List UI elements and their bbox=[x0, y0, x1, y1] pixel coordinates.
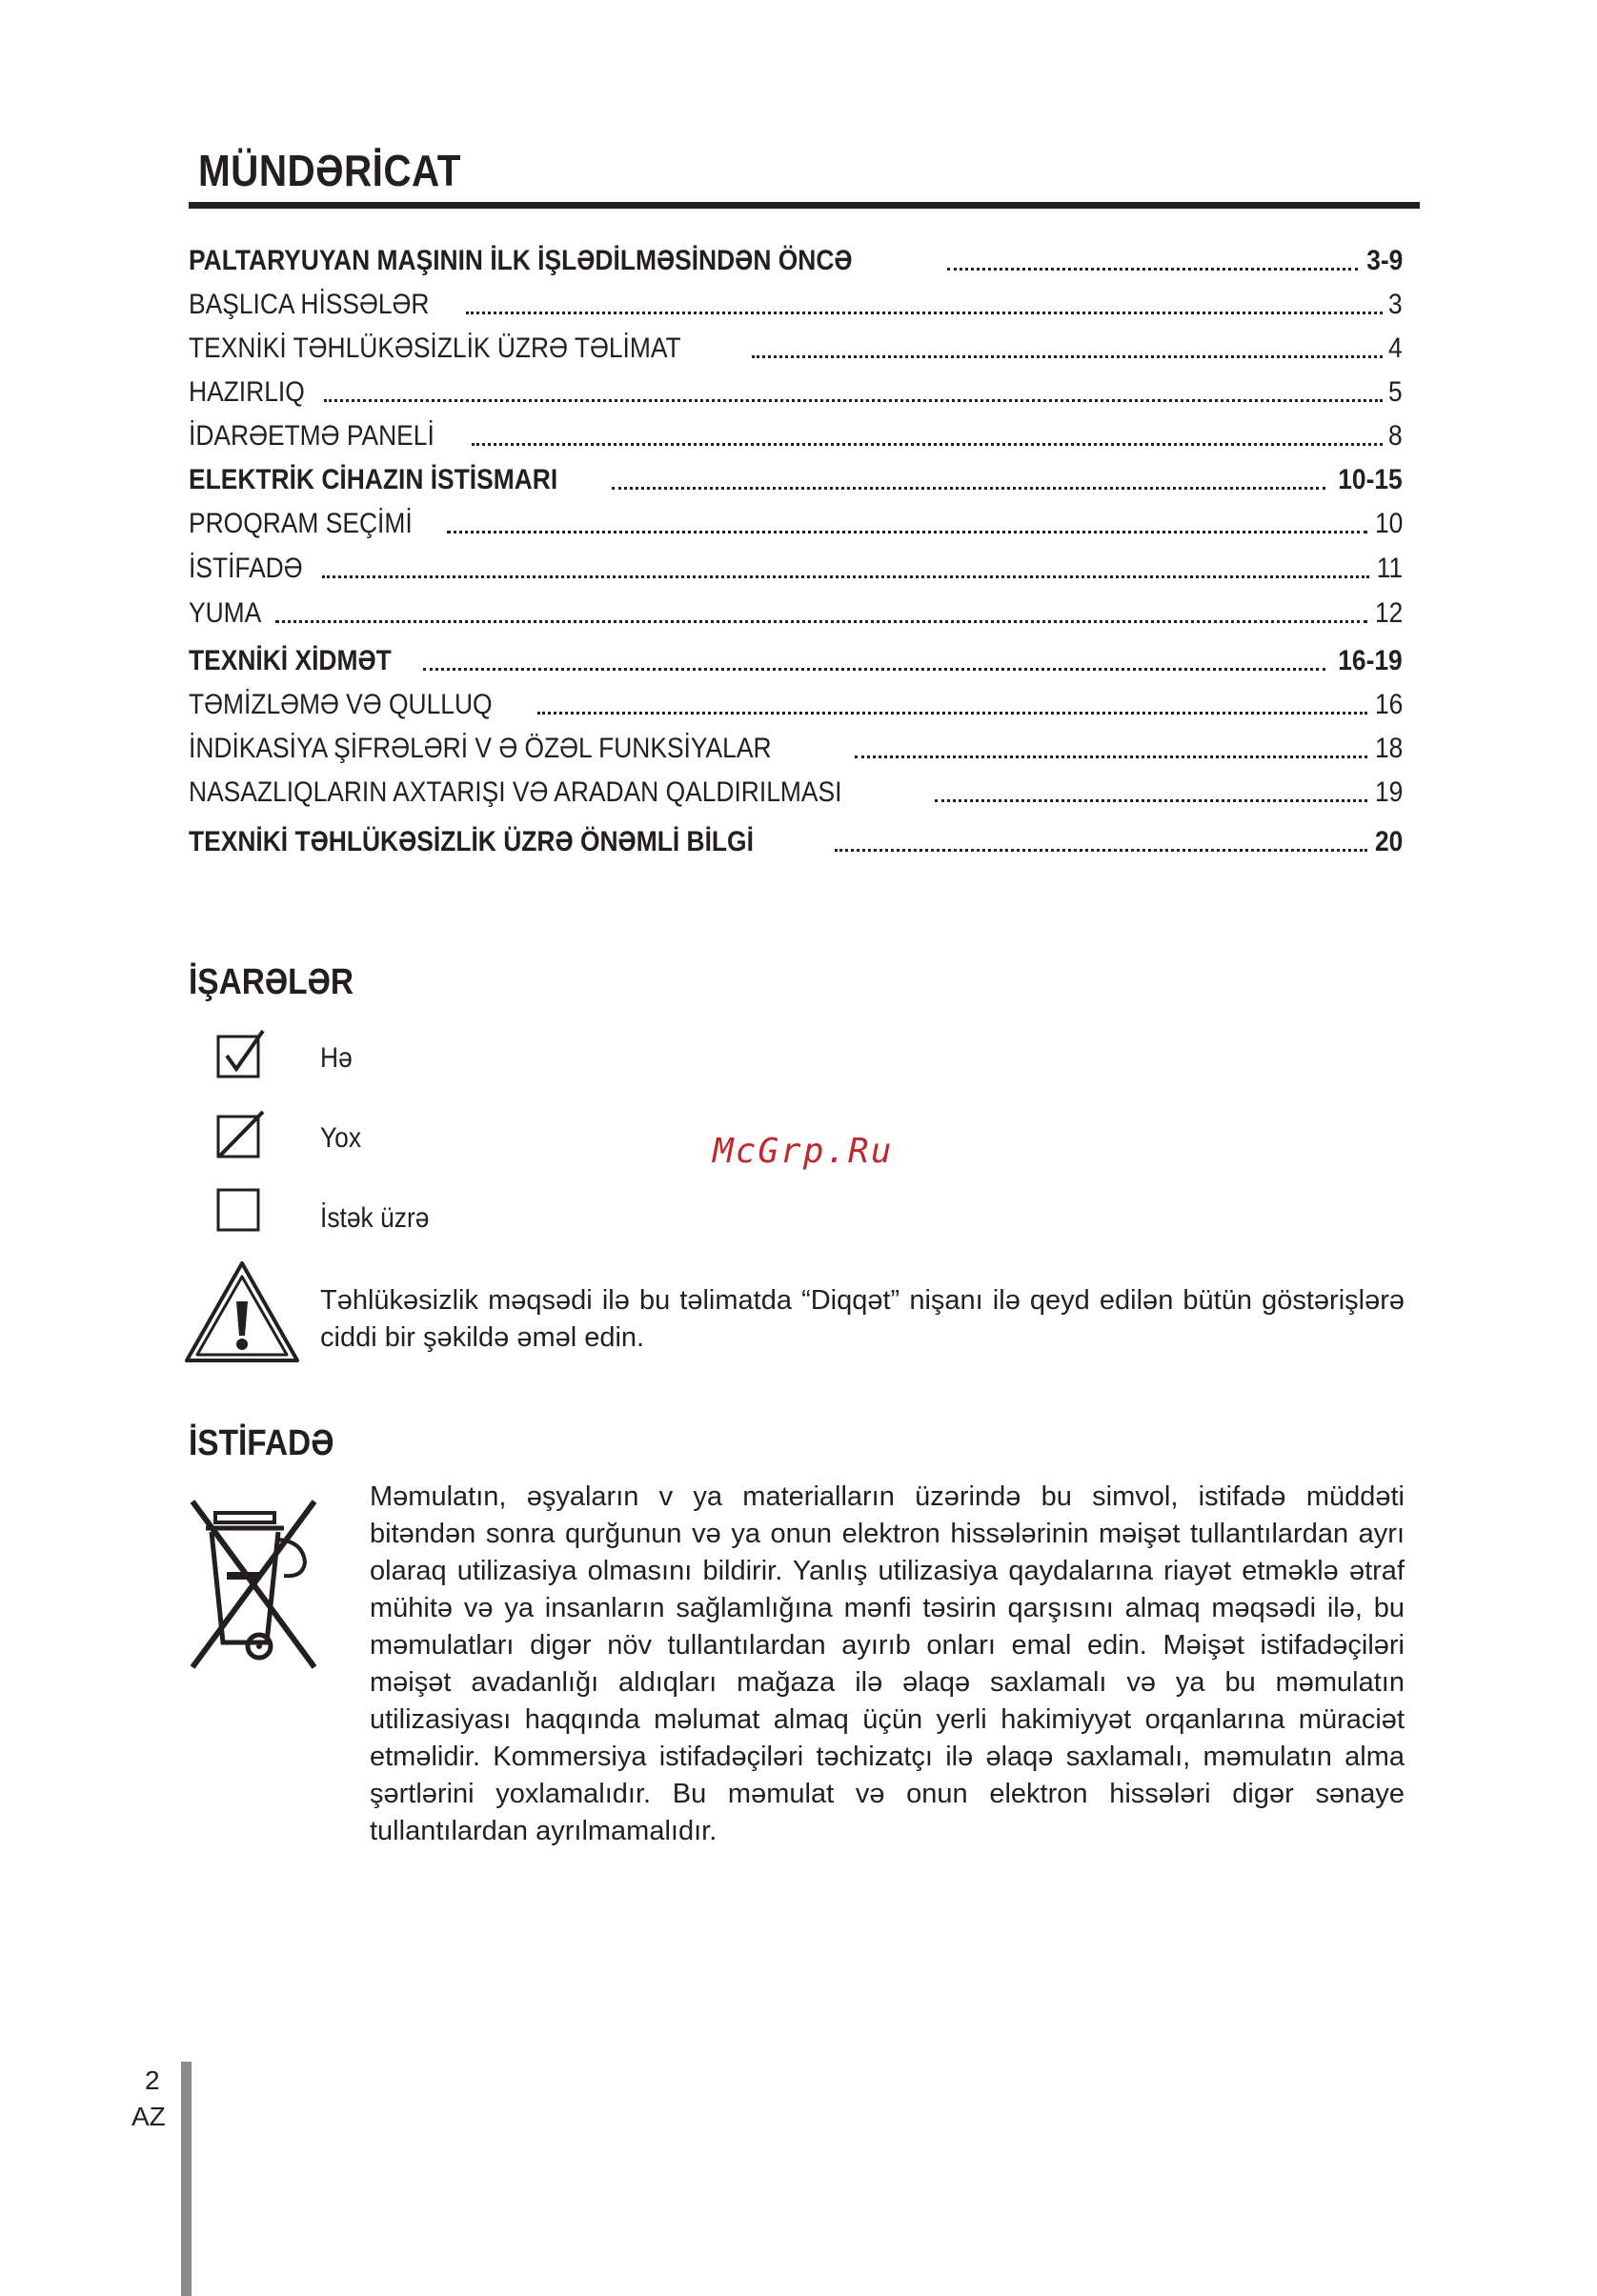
checkbox-checked-icon bbox=[215, 1029, 269, 1082]
disposal-text: Məmulatın, əşyaların v ya materialların üzərində bu simvol, istifadə müddəti bitəndən sonra qurğunun və ya onun elektron hissələrinin məişət tullantılardan ayrı olaraq utilizasiya olmasını bildirir. Yanlış utilizasiya qaydalarına riayət etməklə ətraf mühitə və ya insanların sağlamlığına mənfi təsirin qarşısını almaq məqsədi ilə, bu məmulatları digər növ tullantılardan ayırıb onları emal edin. Məişət istifadəçiləri məişət avadanlığı aldıqları mağaza ilə əlaqə saxlamalı və ya bu məmulatın utilizasiyası haqqında məlumat almaq üçün yerli hakimiyyət orqanlarına müraciət etməlidir. Kommersiya istifadəçiləri təchizatçı ilə əlaqə saxlamalı, məmulatın alma şərtlərini yoxlamalıdır. Bu məmulat və onun elektron hissələri digər sənaye tullantılardan ayrılmamalıdır. bbox=[370, 1481, 1405, 1846]
checkbox-empty-icon bbox=[215, 1187, 269, 1240]
toc-row[interactable] bbox=[189, 372, 1403, 410]
toc-label: İSTİFADƏ bbox=[189, 553, 303, 584]
toc-label: TEXNİKİ TƏHLÜKƏSİZLİK ÜZRƏ TƏLİMAT bbox=[189, 332, 681, 364]
toc-label: TƏMİZLƏMƏ VƏ QULLUQ bbox=[189, 689, 493, 720]
toc-label: YUMA bbox=[189, 597, 262, 629]
toc-page: 11 bbox=[1376, 553, 1403, 584]
toc-page: 8 bbox=[1388, 420, 1403, 452]
toc-leader bbox=[752, 355, 1383, 358]
toc-row[interactable] bbox=[189, 503, 1403, 541]
toc-page: 3-9 bbox=[1365, 245, 1403, 276]
title-rule bbox=[189, 202, 1420, 209]
toc-page: 5 bbox=[1388, 376, 1403, 408]
toc-leader bbox=[423, 668, 1325, 671]
crossed-bin-icon bbox=[187, 1496, 320, 1673]
toc-page: 10-15 bbox=[1338, 464, 1403, 495]
toc-row[interactable] bbox=[189, 548, 1403, 586]
toc-page: 18 bbox=[1374, 733, 1403, 764]
watermark: McGrp.Ru bbox=[713, 1132, 894, 1171]
toc-label: ELEKTRİK CİHAZIN İSTİSMARI bbox=[189, 464, 558, 495]
toc-page: 4 bbox=[1388, 332, 1403, 364]
no-label: Yox bbox=[320, 1122, 362, 1154]
toc-label: BAŞLICA HİSSƏLƏR bbox=[189, 289, 430, 320]
side-bar bbox=[181, 2062, 192, 2296]
toc-leader bbox=[472, 443, 1383, 446]
toc-leader bbox=[324, 399, 1383, 402]
toc-leader bbox=[537, 712, 1367, 715]
toc-row[interactable] bbox=[189, 459, 1403, 497]
toc-row[interactable] bbox=[189, 593, 1403, 631]
toc-page: 16-19 bbox=[1338, 645, 1403, 676]
toc-row[interactable] bbox=[189, 772, 1403, 810]
toc-leader bbox=[835, 849, 1367, 852]
disposal-heading: İSTİFADƏ bbox=[189, 1423, 334, 1463]
toc-row[interactable] bbox=[189, 284, 1403, 322]
toc-page: 12 bbox=[1374, 597, 1403, 629]
symbols-heading: İŞARƏLƏR bbox=[189, 962, 354, 1002]
warning-triangle-icon bbox=[183, 1259, 301, 1364]
language-code: AZ bbox=[131, 2102, 166, 2131]
toc-label: NASAZLIQLARIN AXTARIŞI VƏ ARADAN QALDIRILMASI bbox=[189, 776, 842, 808]
checkbox-crossed-icon bbox=[215, 1109, 269, 1162]
toc-row[interactable] bbox=[189, 240, 1403, 278]
toc-label: TEXNİKİ XİDMƏT bbox=[189, 645, 392, 676]
optional-label: İstək üzrə bbox=[320, 1202, 430, 1234]
toc-row[interactable] bbox=[189, 640, 1403, 678]
toc-leader bbox=[275, 620, 1367, 623]
toc-leader bbox=[855, 755, 1367, 758]
toc-row[interactable] bbox=[189, 821, 1403, 859]
toc-leader bbox=[935, 799, 1367, 802]
toc-row[interactable] bbox=[189, 415, 1403, 453]
toc-label: TEXNİKİ TƏHLÜKƏSİZLİK ÜZRƏ ÖNƏMLİ BİLGİ bbox=[189, 826, 754, 857]
toc-page: 16 bbox=[1374, 689, 1403, 720]
toc-label: İNDİKASİYA ŞİFRƏLƏRİ V Ə ÖZƏL FUNKSİYALAR bbox=[189, 733, 772, 764]
warning-text: Təhlükəsizlik məqsədi ilə bu təlimatda “Diqqət” nişanı ilə qeyd edilən bütün göstərişlərə ciddi bir şəkildə əməl edin. bbox=[320, 1285, 1405, 1353]
toc-row[interactable] bbox=[189, 328, 1403, 366]
toc-leader bbox=[612, 487, 1325, 490]
toc-leader bbox=[947, 268, 1358, 271]
page-title: MÜNDƏRİCAT bbox=[198, 146, 461, 195]
toc-page: 19 bbox=[1374, 776, 1403, 808]
toc-row[interactable] bbox=[189, 728, 1403, 766]
toc-leader bbox=[466, 312, 1383, 314]
toc-page: 20 bbox=[1374, 826, 1403, 857]
toc-label: HAZIRLIQ bbox=[189, 376, 305, 408]
toc-page: 3 bbox=[1388, 289, 1403, 320]
yes-label: Hə bbox=[320, 1042, 353, 1074]
toc-row[interactable] bbox=[189, 684, 1403, 722]
toc-page: 10 bbox=[1374, 508, 1403, 539]
toc-label: İDARƏETMƏ PANELİ bbox=[189, 420, 435, 452]
toc-leader bbox=[447, 531, 1367, 534]
page-number: 2 bbox=[145, 2065, 160, 2095]
toc-leader bbox=[322, 575, 1369, 578]
toc-label: PALTARYUYAN MAŞININ İLK İŞLƏDİLMƏSİNDƏN ÖNCƏ bbox=[189, 245, 853, 276]
toc-label: PROQRAM SEÇİMİ bbox=[189, 508, 413, 539]
